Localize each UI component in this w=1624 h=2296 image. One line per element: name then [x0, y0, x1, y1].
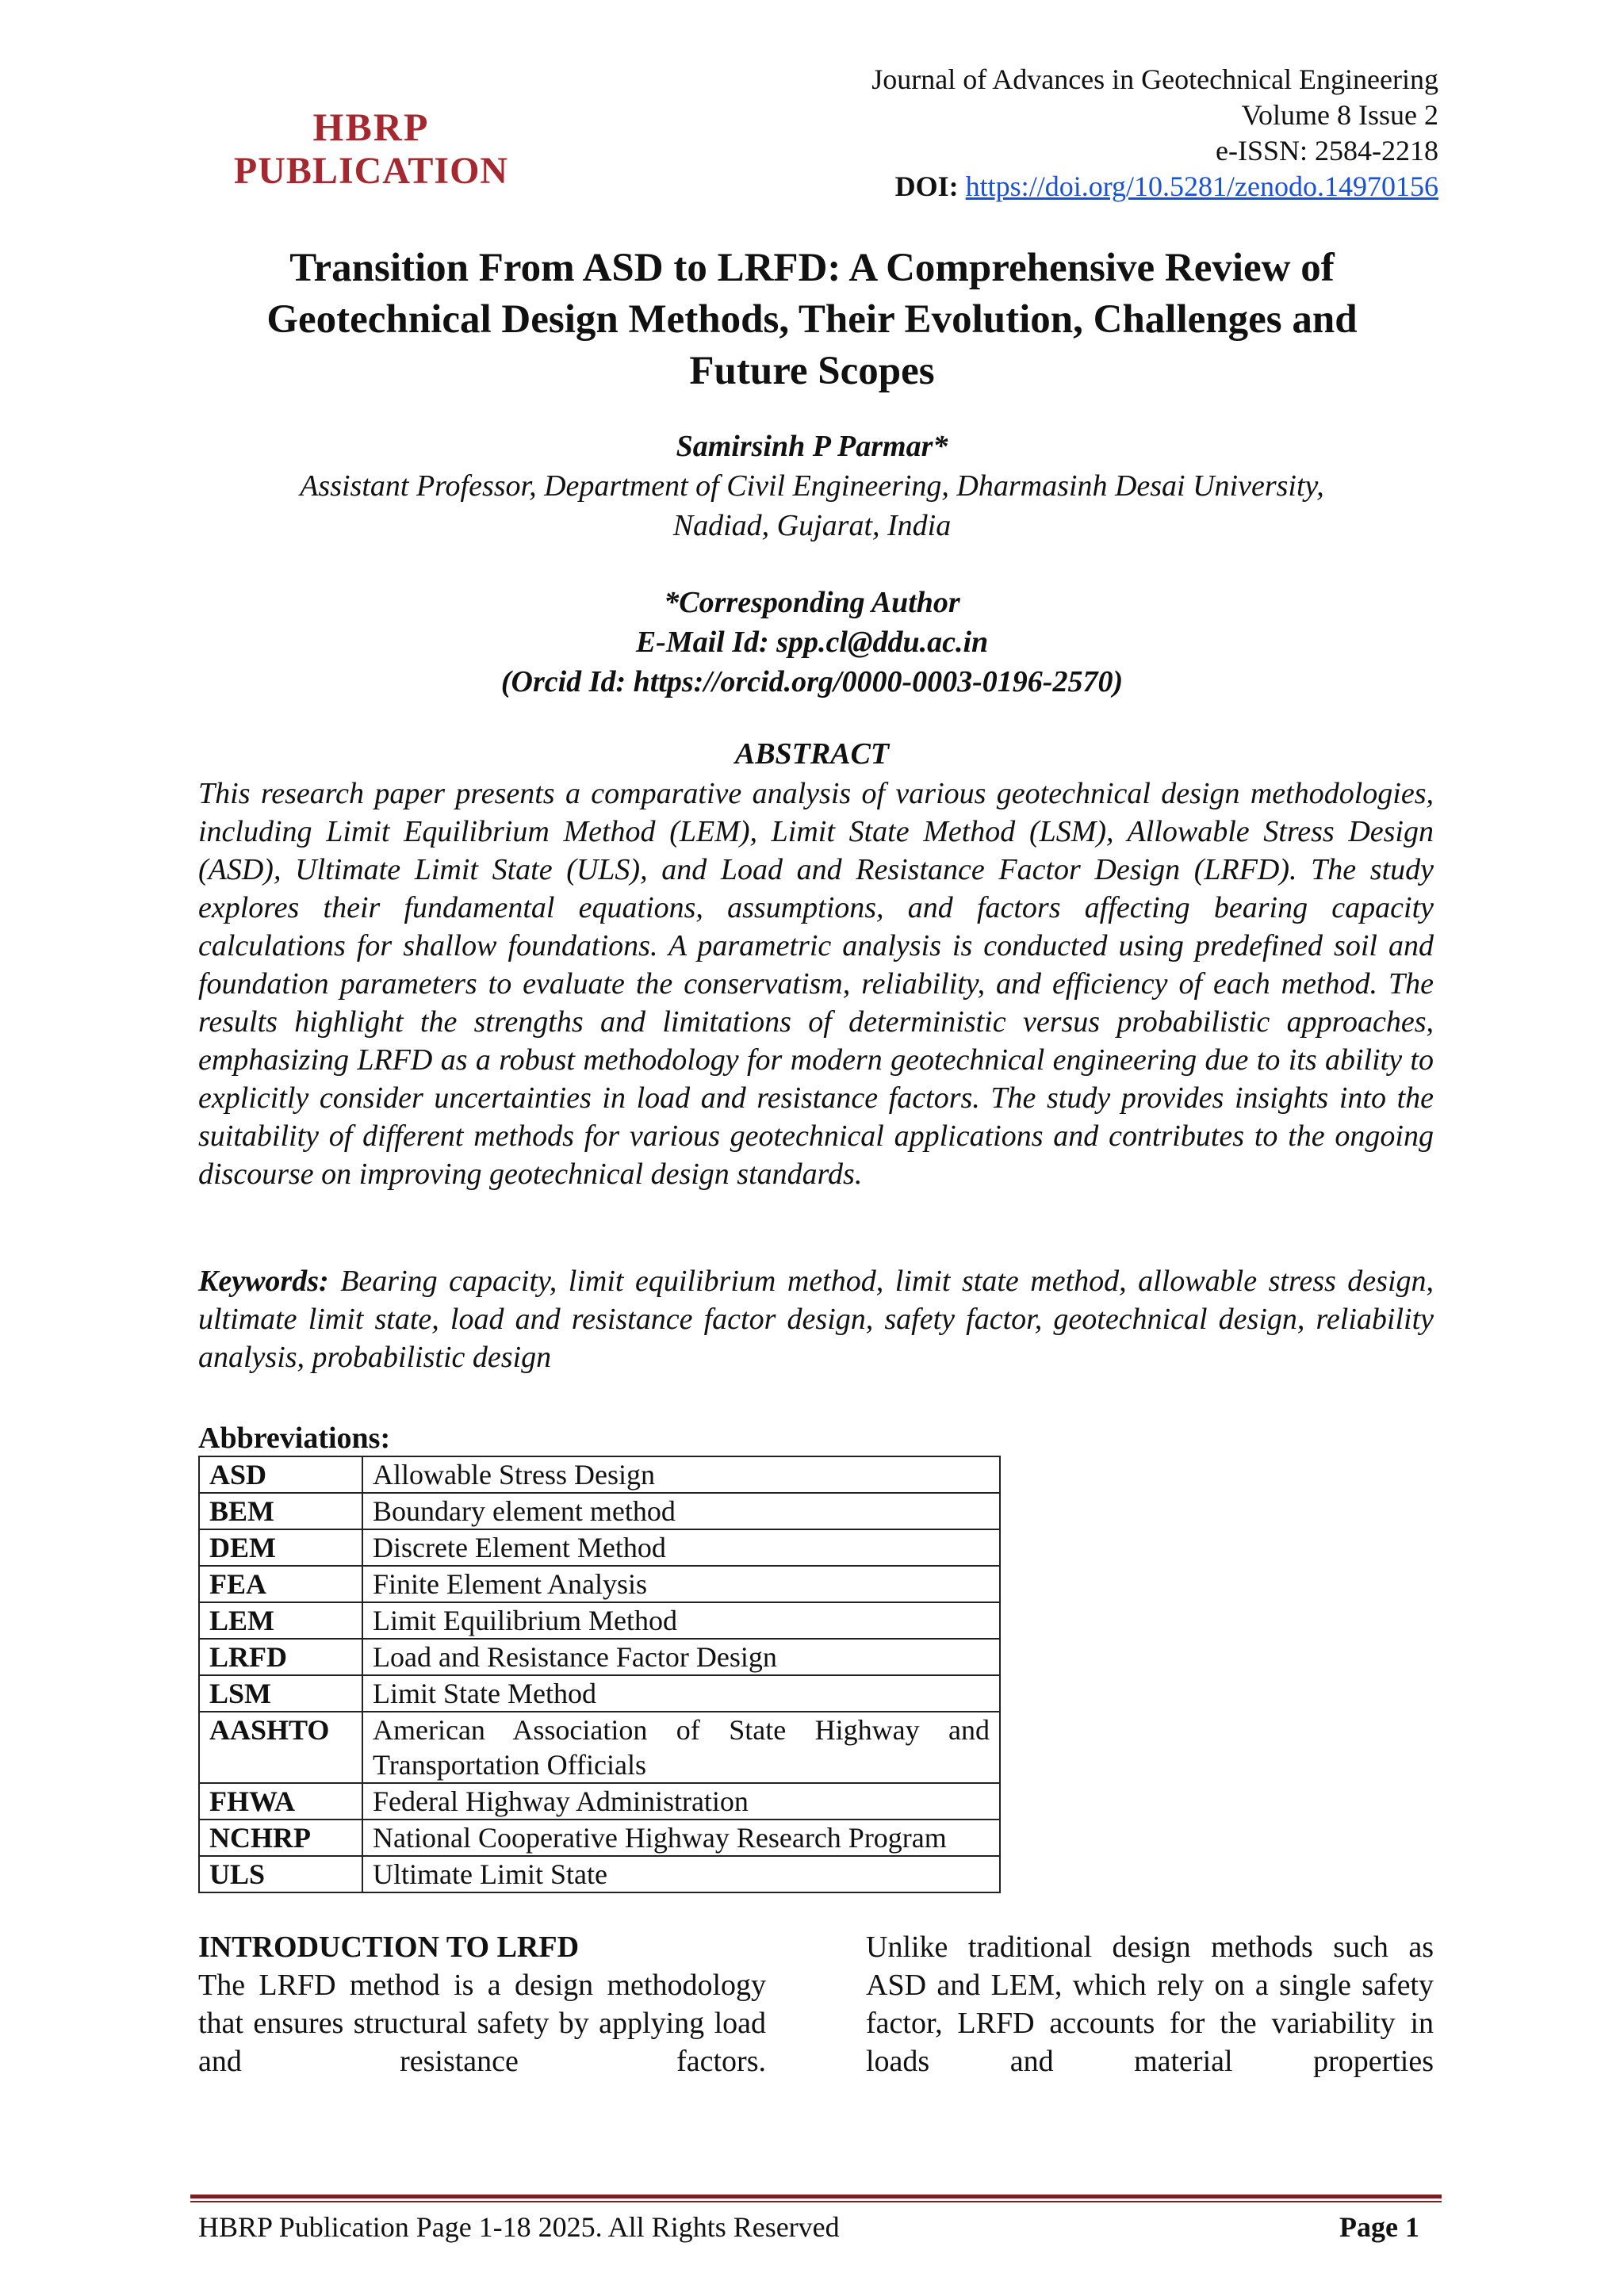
logo-line-2: PUBLICATION: [233, 150, 509, 192]
page-number: Page 1: [1339, 2211, 1419, 2243]
abbreviations-heading: Abbreviations:: [198, 1422, 391, 1455]
journal-volume: Volume 8 Issue 2: [1241, 99, 1438, 131]
table-row: [199, 1820, 1000, 1856]
journal-doi: [871, 169, 1438, 205]
table-row: [199, 1602, 1000, 1639]
author-affiliation-1: Assistant Professor, Department of Civil Engineering, Dharmasinh Desai University,: [300, 469, 1324, 503]
full-form-cell: Ultimate Limit State: [362, 1856, 1000, 1892]
author-block: [159, 427, 1465, 545]
table-row: [199, 1529, 1000, 1566]
table-row: [199, 1566, 1000, 1602]
corresponding-email: E-Mail Id: spp.cl@ddu.ac.in: [635, 626, 989, 659]
journal-info: [871, 62, 1438, 205]
title-line-1: Transition From ASD to LRFD: A Comprehensive Review of: [289, 246, 1335, 290]
abstract-text: This research paper presents a comparative analysis of various geotechnical design methodologies, including Limit Equilibrium Method (LEM), Limit State Method (LSM), Allowable Stress Design (ASD), Ultimate Limit State (ULS), and Load and Resistance Factor Design (LRFD). The study explores their fundamental equations, assumptions, and factors affecting bearing capacity calculations for shallow foundations. A parametric analysis is conducted using predefined soil and foundation parameters to evaluate the conservatism, reliability, and efficiency of each method. The results highlight the strengths and limitations of deterministic versus probabilistic approaches, emphasizing LRFD as a robust methodology for modern geotechnical engineering due to its ability to explicitly consider uncertainties in load and resistance factors. The study provides insights into the suitability of different methods for various geotechnical applications and contributes to the ongoing discourse on improving geotechnical design standards.: [198, 777, 1434, 1191]
full-form-cell: American Association of State Highway and Transportation Officials: [362, 1712, 1000, 1783]
footer-rule-thick: [190, 2195, 1442, 2198]
paper-title: [159, 243, 1465, 397]
keywords-label: Keywords:: [198, 1265, 329, 1298]
title-line-2: Geotechnical Design Methods, Their Evolution, Challenges and: [266, 297, 1358, 342]
title-line-3: Future Scopes: [689, 349, 935, 393]
table-row: [199, 1675, 1000, 1712]
full-form-cell: Boundary element method: [362, 1493, 1000, 1529]
corresponding-author-block: [159, 583, 1465, 702]
abbr-cell: AASHTO: [199, 1712, 362, 1783]
abbr-cell: ASD: [199, 1456, 362, 1493]
journal-issn: e-ISSN: 2584-2218: [1216, 135, 1438, 166]
abbr-cell: LRFD: [199, 1639, 362, 1675]
abbr-cell: BEM: [199, 1493, 362, 1529]
abbr-cell: LEM: [199, 1602, 362, 1639]
abbr-cell: NCHRP: [199, 1820, 362, 1856]
table-row: [199, 1856, 1000, 1892]
introduction-heading: INTRODUCTION TO LRFD: [198, 1931, 580, 1964]
introduction-right-column: Unlike traditional design methods such as ASD and LEM, which rely on a single safety factor, LRFD accounts for the variability in loads and material properties: [866, 1931, 1434, 2078]
corresponding-orcid: (Orcid Id: https://orcid.org/0000-0003-0196-2570): [500, 665, 1124, 698]
keywords-block: [198, 1262, 1434, 1376]
introduction-left-column: The LRFD method is a design methodology that ensures structural safety by applying load and resistance factors.: [198, 1969, 766, 2078]
abbr-cell: ULS: [199, 1856, 362, 1892]
abbr-cell: FHWA: [199, 1783, 362, 1820]
full-form-cell: Load and Resistance Factor Design: [362, 1639, 1000, 1675]
author-affiliation-2: Nadiad, Gujarat, India: [672, 509, 952, 542]
table-row: [199, 1783, 1000, 1820]
table-row: [199, 1639, 1000, 1675]
abbr-cell: DEM: [199, 1529, 362, 1566]
publisher-logo: [220, 105, 522, 193]
journal-name: Journal of Advances in Geotechnical Engineering: [871, 63, 1438, 95]
full-form-cell: Allowable Stress Design: [362, 1456, 1000, 1493]
footer-rule-thin: [190, 2201, 1442, 2202]
author-name: Samirsinh P Parmar*: [676, 430, 948, 463]
abbr-cell: FEA: [199, 1566, 362, 1602]
abbreviations-table: [198, 1456, 1001, 1893]
table-row: [199, 1712, 1000, 1783]
abbr-cell: LSM: [199, 1675, 362, 1712]
footer-copyright: HBRP Publication Page 1-18 2025. All Rights Reserved: [198, 2211, 840, 2243]
full-form-cell: Federal Highway Administration: [362, 1783, 1000, 1820]
abstract-heading: ABSTRACT: [734, 737, 890, 771]
keywords-text: Bearing capacity, limit equilibrium method, limit state method, allowable stress design, ultimate limit state, load and resistance factor design, safety factor, geotechnical design, reliability analysis, probabilistic design: [198, 1265, 1434, 1374]
logo-line-1: HBRP: [312, 105, 430, 149]
corresponding-label: *Corresponding Author: [664, 586, 960, 619]
full-form-cell: Limit Equilibrium Method: [362, 1602, 1000, 1639]
doi-label: DOI:: [894, 170, 959, 202]
full-form-cell: Limit State Method: [362, 1675, 1000, 1712]
table-row: [199, 1493, 1000, 1529]
doi-link[interactable]: https://doi.org/10.5281/zenodo.14970156: [965, 170, 1438, 202]
table-row: [199, 1456, 1000, 1493]
full-form-cell: Finite Element Analysis: [362, 1566, 1000, 1602]
full-form-cell: National Cooperative Highway Research Program: [362, 1820, 1000, 1856]
full-form-cell: Discrete Element Method: [362, 1529, 1000, 1566]
